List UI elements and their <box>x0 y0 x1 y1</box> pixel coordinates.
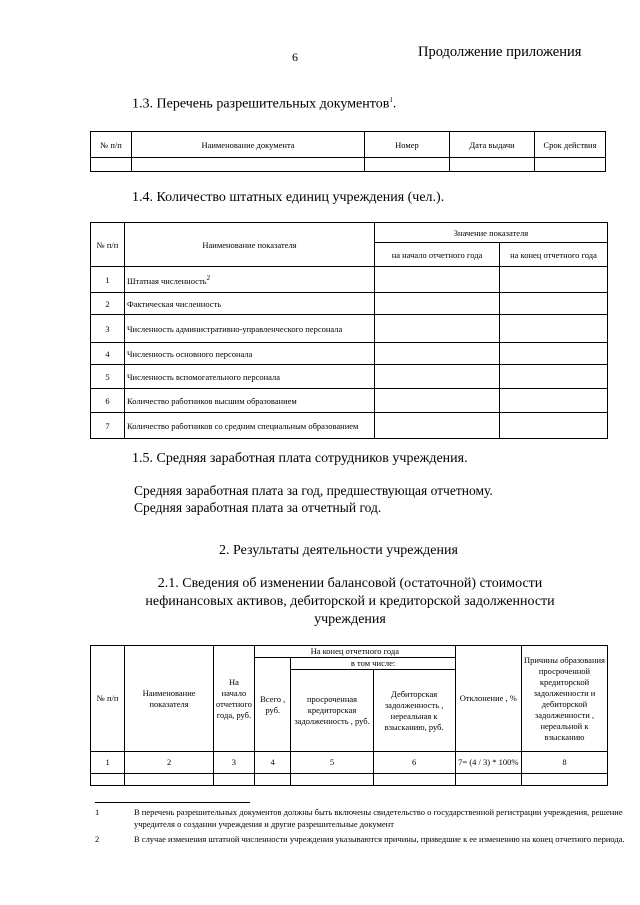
table-row: 3 Численность административно-управленческого персонала <box>91 315 608 343</box>
footnote-rule <box>95 802 250 803</box>
col-year-end: на конец отчетного года <box>500 243 608 267</box>
col-year-start: на начало отчетного года <box>375 243 500 267</box>
col-year-start: На начало отчетного года, руб. <box>213 646 254 752</box>
col-number: Номер <box>365 132 450 158</box>
col-validity: Срок действия <box>535 132 606 158</box>
table-row: 5 Численность вспомогательного персонала <box>91 365 608 389</box>
table-row: 7 Количество работников со средним специальным образованием <box>91 413 608 439</box>
col-including: в том числе: <box>291 658 455 670</box>
section-1-5-title: 1.5. Средняя заработная плата сотрудников учреждения. <box>132 451 468 466</box>
staff-table <box>90 222 608 439</box>
table-row: 1 Штатная численность$^2$ <box>91 267 608 293</box>
table-row: 1 2 3 4 5 6 7= (4 / 3) * 100% 8 <box>91 752 608 774</box>
col-year-end: На конец отчетного года <box>254 646 455 658</box>
assets-table <box>90 645 608 786</box>
section-1-3-title: 1.3. Перечень разрешительных документов$^1$. <box>132 96 397 112</box>
col-deviation: Отклонение , % <box>455 646 521 752</box>
avg-salary-prev: Средняя заработная плата за год, предшествующая отчетному. <box>134 483 493 498</box>
header-continuation: Продолжение приложения <box>418 44 582 60</box>
col-indicator-name: Наименование показателя <box>125 646 214 752</box>
section-2-title: 2. Результаты деятельности учреждения <box>219 543 458 558</box>
col-indicator-name: Наименование показателя <box>125 223 375 267</box>
footnote-mark-2: 2 <box>95 834 100 844</box>
table-row: 6 Количество работников высшим образованием <box>91 389 608 413</box>
avg-salary-current: Средняя заработная плата за отчетный год. <box>134 500 382 515</box>
col-num: № п/п <box>91 223 125 267</box>
footnote-1: В перечень разрешительных документов должны быть включены свидетельство о государственной регистрации учреждения, решение учредителя о создании учреждения и другие разрешительные документ <box>134 807 623 829</box>
footnote-mark-1: 1 <box>95 807 100 817</box>
col-num: № п/п <box>91 646 125 752</box>
col-receivables: Дебиторская задолженность , нереальная к взысканию, руб. <box>373 670 455 752</box>
col-total: Всего , руб. <box>254 658 291 752</box>
table-row: 4 Численность основного персонала <box>91 343 608 365</box>
table-row: 2 Фактическая численность <box>91 293 608 315</box>
col-issue-date: Дата выдачи <box>450 132 535 158</box>
page-number: 6 <box>292 50 298 64</box>
footnote-2: В случае изменения штатной численности учреждения указываются причины, приведшие к ее изменению на конец отчетного периода. <box>134 834 625 844</box>
col-num: № п/п <box>91 132 132 158</box>
section-1-4-title: 1.4. Количество штатных единиц учреждения (чел.). <box>132 190 445 205</box>
col-reasons: Причины образования просроченной кредиторской задолженности и дебиторской задолженности , нереальной к взысканию <box>521 646 607 752</box>
permits-table <box>90 131 606 172</box>
col-overdue: просроченная кредиторская задолженность , руб. <box>291 670 373 752</box>
section-2-1-title: 2.1. Сведения об изменении балансовой (остаточной) стоимости нефинансовых активов, дебиторской и кредиторской задолженности учреждения <box>145 576 555 627</box>
col-indicator-value: Значение показателя <box>375 223 608 243</box>
col-doc-name: Наименование документа <box>132 132 365 158</box>
